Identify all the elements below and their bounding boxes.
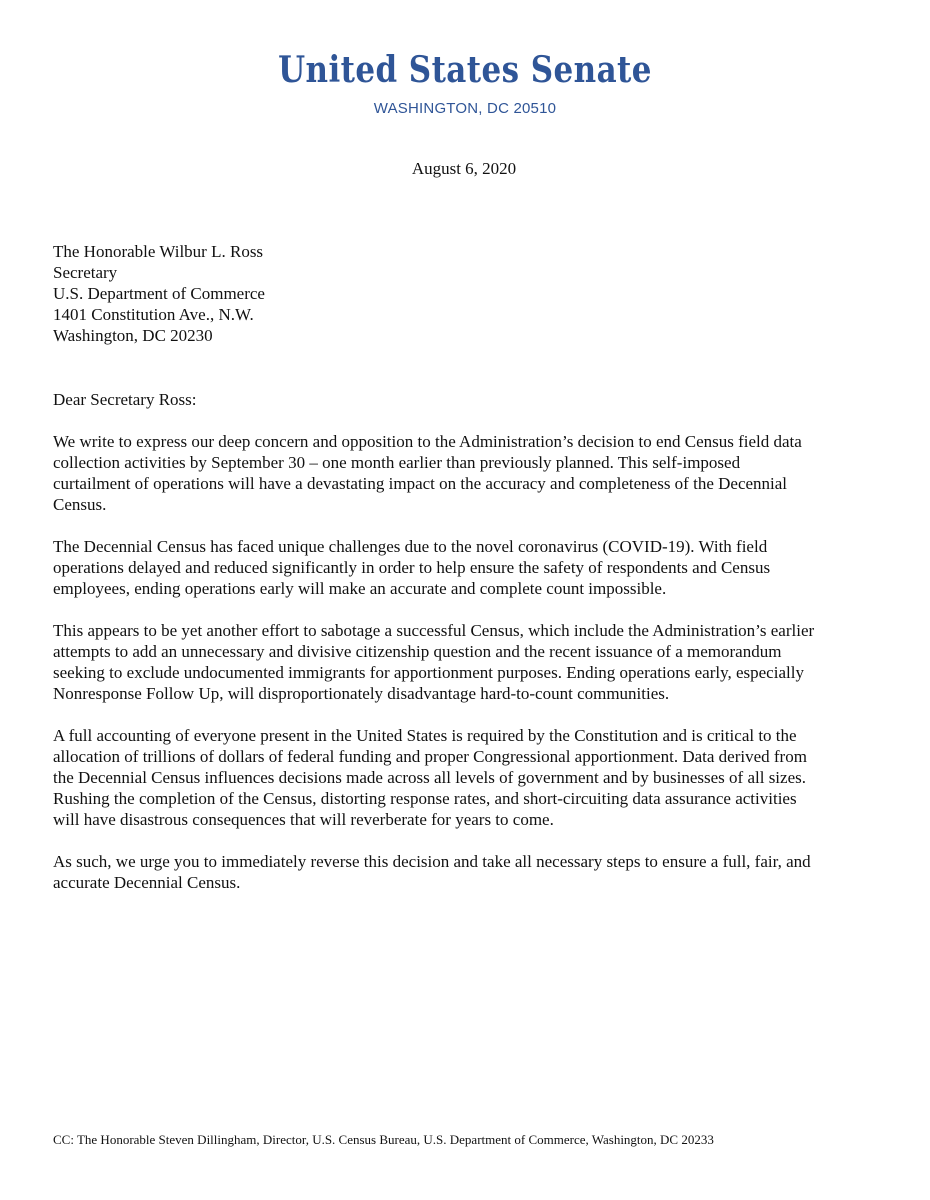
paragraph-line: A full accounting of everyone present in the United States is required by the Constitution and is critical to the <box>53 726 797 745</box>
recipient-name: The Honorable Wilbur L. Ross <box>53 242 264 261</box>
paragraph-line: employees, ending operations early will make an accurate and complete count impossible. <box>53 579 667 598</box>
paragraph-line: the Decennial Census influences decisions made across all levels of government and by businesses of all sizes. <box>53 768 806 787</box>
paragraph-line: accurate Decennial Census. <box>53 873 241 892</box>
paragraph-3 <box>53 620 814 704</box>
paragraph-5 <box>53 851 811 893</box>
letterhead <box>0 48 930 118</box>
paragraph-line: seeking to exclude undocumented immigrants for apportionment purposes. Ending operations early, especially <box>53 663 804 682</box>
paragraph-line: collection activities by September 30 – one month earlier than previously planned. This self-imposed <box>53 453 741 472</box>
recipient-city: Washington, DC 20230 <box>53 326 213 345</box>
recipient-title: Secretary <box>53 263 118 282</box>
paragraph-line: allocation of trillions of dollars of federal funding and proper Congressional apportionment. Data derived from <box>53 747 807 766</box>
letterhead-title: United States Senate <box>278 49 652 91</box>
salutation-text: Dear Secretary Ross: <box>53 390 197 409</box>
paragraph-line: As such, we urge you to immediately reverse this decision and take all necessary steps to ensure a full, fair, and <box>53 852 811 871</box>
recipient-address <box>53 241 265 346</box>
paragraph-line: The Decennial Census has faced unique challenges due to the novel coronavirus (COVID-19). With field <box>53 537 768 556</box>
paragraph-line: Census. <box>53 495 107 514</box>
paragraph-2 <box>53 536 770 599</box>
salutation <box>53 389 197 410</box>
paragraph-line: Rushing the completion of the Census, distorting response rates, and short-circuiting data assurance activities <box>53 789 797 808</box>
paragraph-line: We write to express our deep concern and opposition to the Administration’s decision to end Census field data <box>53 432 802 451</box>
recipient-street: 1401 Constitution Ave., N.W. <box>53 305 254 324</box>
paragraph-line: will have disastrous consequences that will reverberate for years to come. <box>53 810 554 829</box>
paragraph-line: curtailment of operations will have a devastating impact on the accuracy and completeness of the Decennial <box>53 474 788 493</box>
paragraph-line: operations delayed and reduced significantly in order to help ensure the safety of respondents and Census <box>53 558 771 577</box>
paragraph-line: This appears to be yet another effort to sabotage a successful Census, which include the Administration’s earlier <box>53 621 815 640</box>
recipient-department: U.S. Department of Commerce <box>53 284 265 303</box>
paragraph-line: attempts to add an unnecessary and divisive citizenship question and the recent issuance of a memorandum <box>53 642 782 661</box>
paragraph-line: Nonresponse Follow Up, will disproportionately disadvantage hard-to-count communities. <box>53 684 670 703</box>
cc-line: CC: The Honorable Steven Dillingham, Director, U.S. Census Bureau, U.S. Department of Commerce, Washington, DC 20233 <box>53 1132 714 1147</box>
paragraph-4 <box>53 725 807 830</box>
letterhead-location: WASHINGTON, DC 20510 <box>373 100 557 117</box>
letter-date: August 6, 2020 <box>411 159 517 178</box>
paragraph-1 <box>53 431 802 515</box>
